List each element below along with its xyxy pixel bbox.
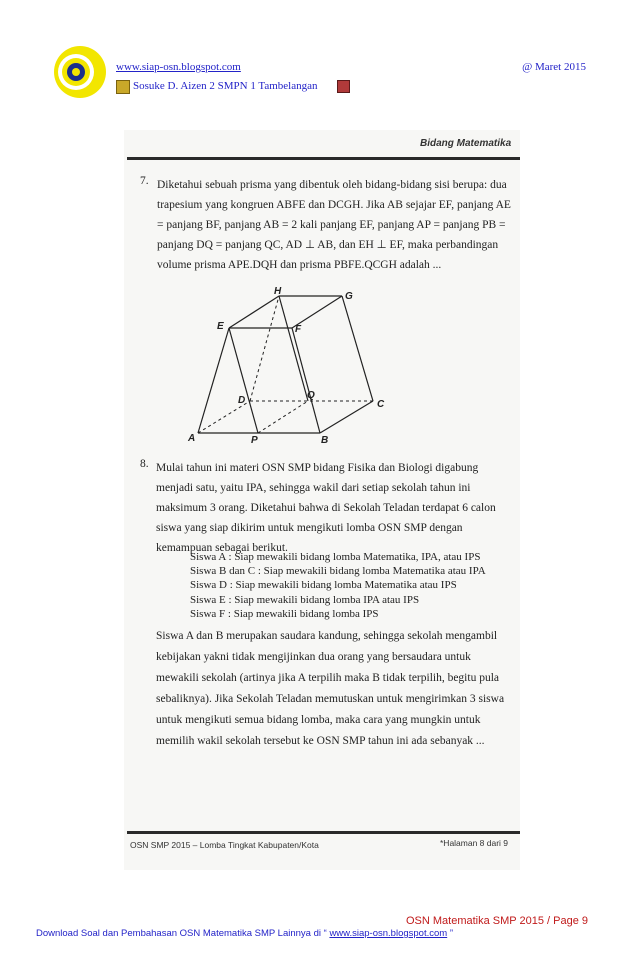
top-rule	[127, 157, 520, 160]
scan-footer-right: *Halaman 8 dari 9	[440, 838, 509, 848]
list-item: Siswa F : Siap mewakili bidang lomba IPS	[190, 607, 379, 620]
label-G: G	[345, 291, 353, 302]
label-C: C	[377, 399, 385, 410]
student-list	[190, 550, 486, 621]
label-F: F	[295, 324, 302, 335]
list-item: Siswa B dan C : Siap mewakili bidang lomba Matematika atau IPA	[190, 565, 486, 578]
download-line	[36, 928, 453, 939]
label-D: D	[238, 395, 246, 406]
author-line: Sosuke D. Aizen 2 SMPN 1 Tambelangan	[133, 80, 318, 92]
label-B: B	[321, 435, 329, 446]
download-link[interactable]: www.siap-osn.blogspot.com	[329, 928, 448, 939]
prism-diagram	[180, 285, 410, 450]
label-H: H	[274, 286, 282, 297]
avatar-icon	[337, 80, 350, 93]
site-link[interactable]: www.siap-osn.blogspot.com	[116, 61, 241, 73]
list-item: Siswa A : Siap mewakili bidang lomba Matematika, IPA, atau IPS	[190, 551, 481, 563]
edge-BC	[320, 401, 373, 433]
edge-PQ	[258, 401, 308, 433]
list-item: Siswa E : Siap mewakili bidang lomba IPA atau IPS	[190, 593, 420, 606]
subject-heading: Bidang Matematika	[420, 138, 512, 149]
scan-footer-left: OSN SMP 2015 – Lomba Tingkat Kabupaten/Kota	[130, 840, 319, 850]
download-end: ”	[447, 928, 453, 939]
author-badge-icon	[116, 80, 130, 94]
question-8-number: 8.	[140, 458, 149, 470]
download-text: Download Soal dan Pembahasan OSN Matematika SMP Lainnya di “	[36, 928, 330, 939]
question-8-intro: Mulai tahun ini materi OSN SMP bidang Fisika dan Biologi digabung menjadi satu, yaitu IPA, sehingga wakil dari setiap sekolah tahun ini maksimum 3 orang. Diketahui bahwa di Sekolah Teladan terdapat 6 calon siswa yang siap dikirim untuk mengikuti lomba OSN SMP dengan kemampuan sebagai berikut.	[156, 462, 496, 554]
question-7-number: 7.	[140, 175, 149, 187]
label-E: E	[217, 321, 224, 332]
page-number: OSN Matematika SMP 2015 / Page 9	[406, 915, 588, 927]
edge-BF	[292, 328, 320, 433]
edge-EP	[229, 328, 258, 433]
question-8-paragraph: Siswa A dan B merupakan saudara kandung, sehingga sekolah mengambil kebijakan yakni tidak mengijinkan dua orang yang bersaudara untuk mewakili sekolah (artinya jika A terpilih maka B tidak terpilih, begitu pula sebaliknya). Jika Sekolah Teladan memutuskan untuk mengirimkan 3 siswa untuk mengikuti semua bidang lomba, maka cara yang mungkin untuk memilih wakil sekolah tersebut ke OSN SMP tahun ini ada sebanyak ...	[156, 630, 505, 747]
blog-logo-icon	[53, 45, 107, 99]
label-P: P	[251, 435, 258, 446]
label-A: A	[188, 433, 196, 444]
edge-HQ	[279, 296, 308, 401]
bottom-rule	[127, 831, 520, 834]
question-7-text: Diketahui sebuah prisma yang dibentuk oleh bidang-bidang sisi berupa: dua trapesium yang kongruen ABFE dan DCGH. Jika AB sejajar EF, panjang AE = panjang BF, panjang AB = 2 kali panjang EF, panjang AP = panjang PB = panjang DQ = panjang QC, AD ⊥ AB, dan EH ⊥ EF, maka perbandingan volume prisma APE.DQH dan prisma PBFE.QCGH adalah ...	[157, 179, 511, 271]
header-date: @ Maret 2015	[522, 61, 586, 73]
list-item: Siswa D : Siap mewakili bidang lomba Matematika atau IPS	[190, 579, 457, 592]
edge-CG	[342, 296, 373, 401]
label-Q: Q	[307, 390, 315, 401]
